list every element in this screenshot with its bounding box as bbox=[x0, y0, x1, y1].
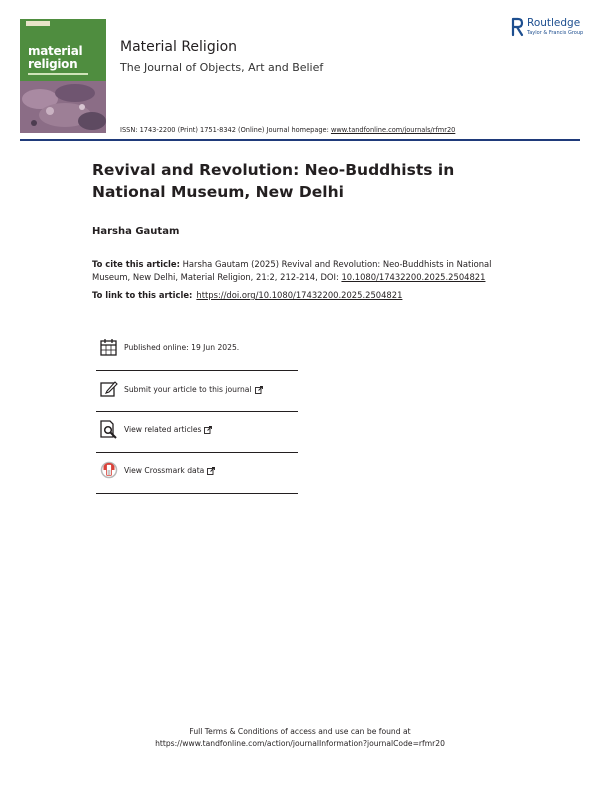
article-link-block bbox=[92, 290, 402, 300]
citation-text: Harsha Gautam (2025) Revival and Revolution: Neo-Buddhists in National Museum, New Delhi, Material Religion, 21:2, 212-214, DOI: bbox=[92, 259, 492, 282]
footer-terms-link[interactable]: https://www.tandfonline.com/action/journalInformation?journalCode=rfmr20 bbox=[155, 739, 445, 748]
row-divider bbox=[96, 370, 298, 371]
published-online-text: Published online: 19 Jun 2025. bbox=[124, 343, 240, 352]
external-link-icon bbox=[204, 426, 212, 434]
submit-article-row[interactable] bbox=[96, 380, 298, 400]
issn-text: ISSN: 1743-2200 (Print) 1751-8342 (Online) Journal homepage: bbox=[120, 126, 331, 134]
publisher-name: Routledge bbox=[527, 17, 581, 29]
cover-publisher-tag bbox=[26, 21, 50, 26]
related-articles-link[interactable] bbox=[124, 425, 212, 434]
cover-title-line2: religion bbox=[28, 57, 78, 71]
published-online-row bbox=[96, 338, 298, 358]
cover-subtitle-rule bbox=[28, 73, 88, 75]
crossmark-label: View Crossmark data bbox=[124, 466, 205, 475]
edit-pencil-icon bbox=[100, 380, 118, 398]
journal-subtitle: The Journal of Objects, Art and Belief bbox=[120, 61, 324, 74]
article-title: Revival and Revolution: Neo-Buddhists in National Museum, New Delhi bbox=[92, 161, 455, 201]
header-rule bbox=[20, 139, 580, 141]
routledge-mark-icon bbox=[511, 17, 524, 37]
external-link-icon bbox=[207, 467, 215, 475]
row-divider bbox=[96, 493, 298, 494]
citation-label: To cite this article: bbox=[92, 259, 180, 269]
crossmark-row[interactable] bbox=[96, 461, 298, 481]
cover-artwork bbox=[20, 81, 106, 133]
doi-link[interactable]: 10.1080/17432200.2025.2504821 bbox=[341, 272, 486, 282]
cover-title-line1: material bbox=[28, 44, 83, 58]
article-url-link[interactable]: https://doi.org/10.1080/17432200.2025.2504821 bbox=[196, 290, 403, 300]
calendar-icon bbox=[100, 338, 117, 356]
journal-title: Material Religion bbox=[120, 39, 238, 55]
journal-cover-image bbox=[20, 19, 106, 133]
footer-terms-text: Full Terms & Conditions of access and use can be found at bbox=[189, 727, 411, 736]
link-label: To link to this article: bbox=[92, 290, 193, 300]
external-link-icon bbox=[255, 386, 263, 394]
related-articles-label: View related articles bbox=[124, 425, 202, 434]
submit-article-label: Submit your article to this journal bbox=[124, 385, 252, 394]
crossmark-link[interactable] bbox=[124, 466, 215, 475]
crossmark-icon bbox=[100, 461, 118, 480]
related-articles-icon bbox=[100, 420, 118, 439]
submit-article-link[interactable] bbox=[124, 385, 263, 394]
related-articles-row[interactable] bbox=[96, 420, 298, 440]
issn-line bbox=[120, 126, 455, 134]
publisher-group: Taylor & Francis Group bbox=[527, 30, 584, 36]
row-divider bbox=[96, 411, 298, 412]
journal-homepage-link[interactable]: www.tandfonline.com/journals/rfmr20 bbox=[330, 126, 456, 134]
citation-block bbox=[92, 258, 512, 284]
author-name: Harsha Gautam bbox=[92, 226, 180, 237]
row-divider bbox=[96, 452, 298, 453]
